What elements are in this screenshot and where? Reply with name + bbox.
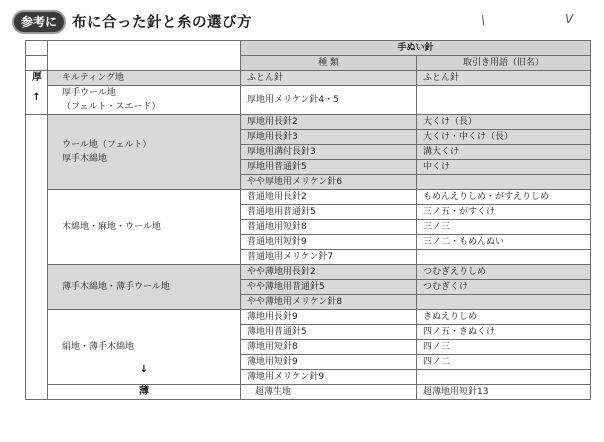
trade-name-cell: 大くけ・中くけ（長） — [417, 130, 591, 145]
needle-kind-cell: 普通地用短針9 — [241, 235, 417, 250]
trade-name-cell — [417, 175, 591, 190]
trade-name-cell: 溝大くけ — [417, 145, 591, 160]
trade-name-cell: 四ノ二 — [417, 355, 591, 370]
group-header-row — [26, 41, 591, 56]
side-scale — [26, 56, 48, 71]
side-thick-label: 厚 ↑ — [26, 71, 48, 115]
needle-kind-cell: 普通地用普通針5 — [241, 205, 417, 220]
fabric-cell: キルティング地 — [48, 71, 241, 86]
fabric-cell: 超薄生地 — [241, 385, 417, 400]
trade-name-cell: もめんえりしめ・がすえりしめ — [417, 190, 591, 205]
column-header-row — [26, 56, 591, 71]
table-row — [26, 190, 591, 205]
page-title: 布に合った針と糸の選び方 — [72, 15, 252, 31]
needle-kind-cell: やや薄地用メリケン針8 — [241, 295, 417, 310]
needle-kind-cell: 厚地用溝付長針3 — [241, 145, 417, 160]
needle-kind-cell: 普通地用メリケン針7 — [241, 250, 417, 265]
needle-kind-cell: やや薄地用長針2 — [241, 265, 417, 280]
scan-mark: \ — [481, 13, 486, 27]
table-row — [26, 86, 591, 115]
table-row — [26, 71, 591, 86]
needle-kind-cell: 厚地用長針3 — [241, 130, 417, 145]
reference-badge: 参考に — [14, 12, 64, 32]
trade-name-cell — [417, 370, 591, 385]
header-blank — [48, 56, 241, 71]
table-row — [26, 265, 591, 280]
needle-kind-cell: 薄地用メリケン針9 — [241, 370, 417, 385]
needle-kind-cell: 薄地用長針9 — [241, 310, 417, 325]
table-row — [26, 385, 591, 400]
column-header-trade: 取引き用語（旧名） — [417, 56, 591, 71]
group-header: 手ぬい針 — [241, 41, 591, 56]
needle-kind-cell: 厚地用長針2 — [241, 115, 417, 130]
trade-name-cell — [417, 295, 591, 310]
trade-name-cell: つむぎえりしめ — [417, 265, 591, 280]
trade-name-cell: 三ノ五・がすくけ — [417, 205, 591, 220]
column-header-kind: 種 類 — [241, 56, 417, 71]
trade-name-cell: 四ノ五・きぬくけ — [417, 325, 591, 340]
header-blank — [48, 41, 241, 56]
needle-kind-cell: 薄地用普通針5 — [241, 325, 417, 340]
trade-name-cell: 三ノ二・もめんぬい — [417, 235, 591, 250]
side-scale — [26, 115, 48, 400]
side-thin-label: ↓ 薄 — [48, 385, 241, 400]
trade-name-cell: つむぎくけ — [417, 280, 591, 295]
fabric-cell: 絹地・薄手木綿地 — [48, 310, 241, 385]
trade-name-cell: 大くけ（長） — [417, 115, 591, 130]
trade-name-cell: 四ノ三 — [417, 340, 591, 355]
trade-name-cell: 中くけ — [417, 160, 591, 175]
fabric-cell: 厚手ウール地 （フェルト・スエード） — [48, 86, 241, 115]
needle-kind-cell: やや薄地用普通針5 — [241, 280, 417, 295]
needle-kind-cell: 普通地用短針8 — [241, 220, 417, 235]
fabric-cell: ウール地（フェルト） 厚手木綿地 — [48, 115, 241, 190]
trade-name-cell: 三ノ三 — [417, 220, 591, 235]
needle-kind-cell: 薄地用短針8 — [241, 340, 417, 355]
trade-name-cell — [417, 250, 591, 265]
fabric-cell: 木綿地・麻地・ウール地 — [48, 190, 241, 265]
needle-kind-cell: 普通地用長針2 — [241, 190, 417, 205]
needle-kind-cell: やや厚地用メリケン針6 — [241, 175, 417, 190]
needle-guide-table — [25, 40, 591, 400]
needle-kind-cell: 超薄地用短針13 — [417, 385, 591, 400]
trade-name-cell: きぬえりしめ — [417, 310, 591, 325]
scan-mark: V — [565, 12, 574, 26]
needle-kind-cell: 薄地用短針9 — [241, 355, 417, 370]
needle-kind-cell: 厚地用メリケン針4・5 — [241, 86, 417, 115]
fabric-cell: 薄手木綿地・薄手ウール地 — [48, 265, 241, 310]
trade-name-cell: ふとん針 — [417, 71, 591, 86]
table-row — [26, 115, 591, 130]
side-scale — [26, 41, 48, 56]
needle-kind-cell: ふとん針 — [241, 71, 417, 86]
needle-kind-cell: 厚地用普通針5 — [241, 160, 417, 175]
trade-name-cell — [417, 86, 591, 115]
table-row — [26, 310, 591, 325]
